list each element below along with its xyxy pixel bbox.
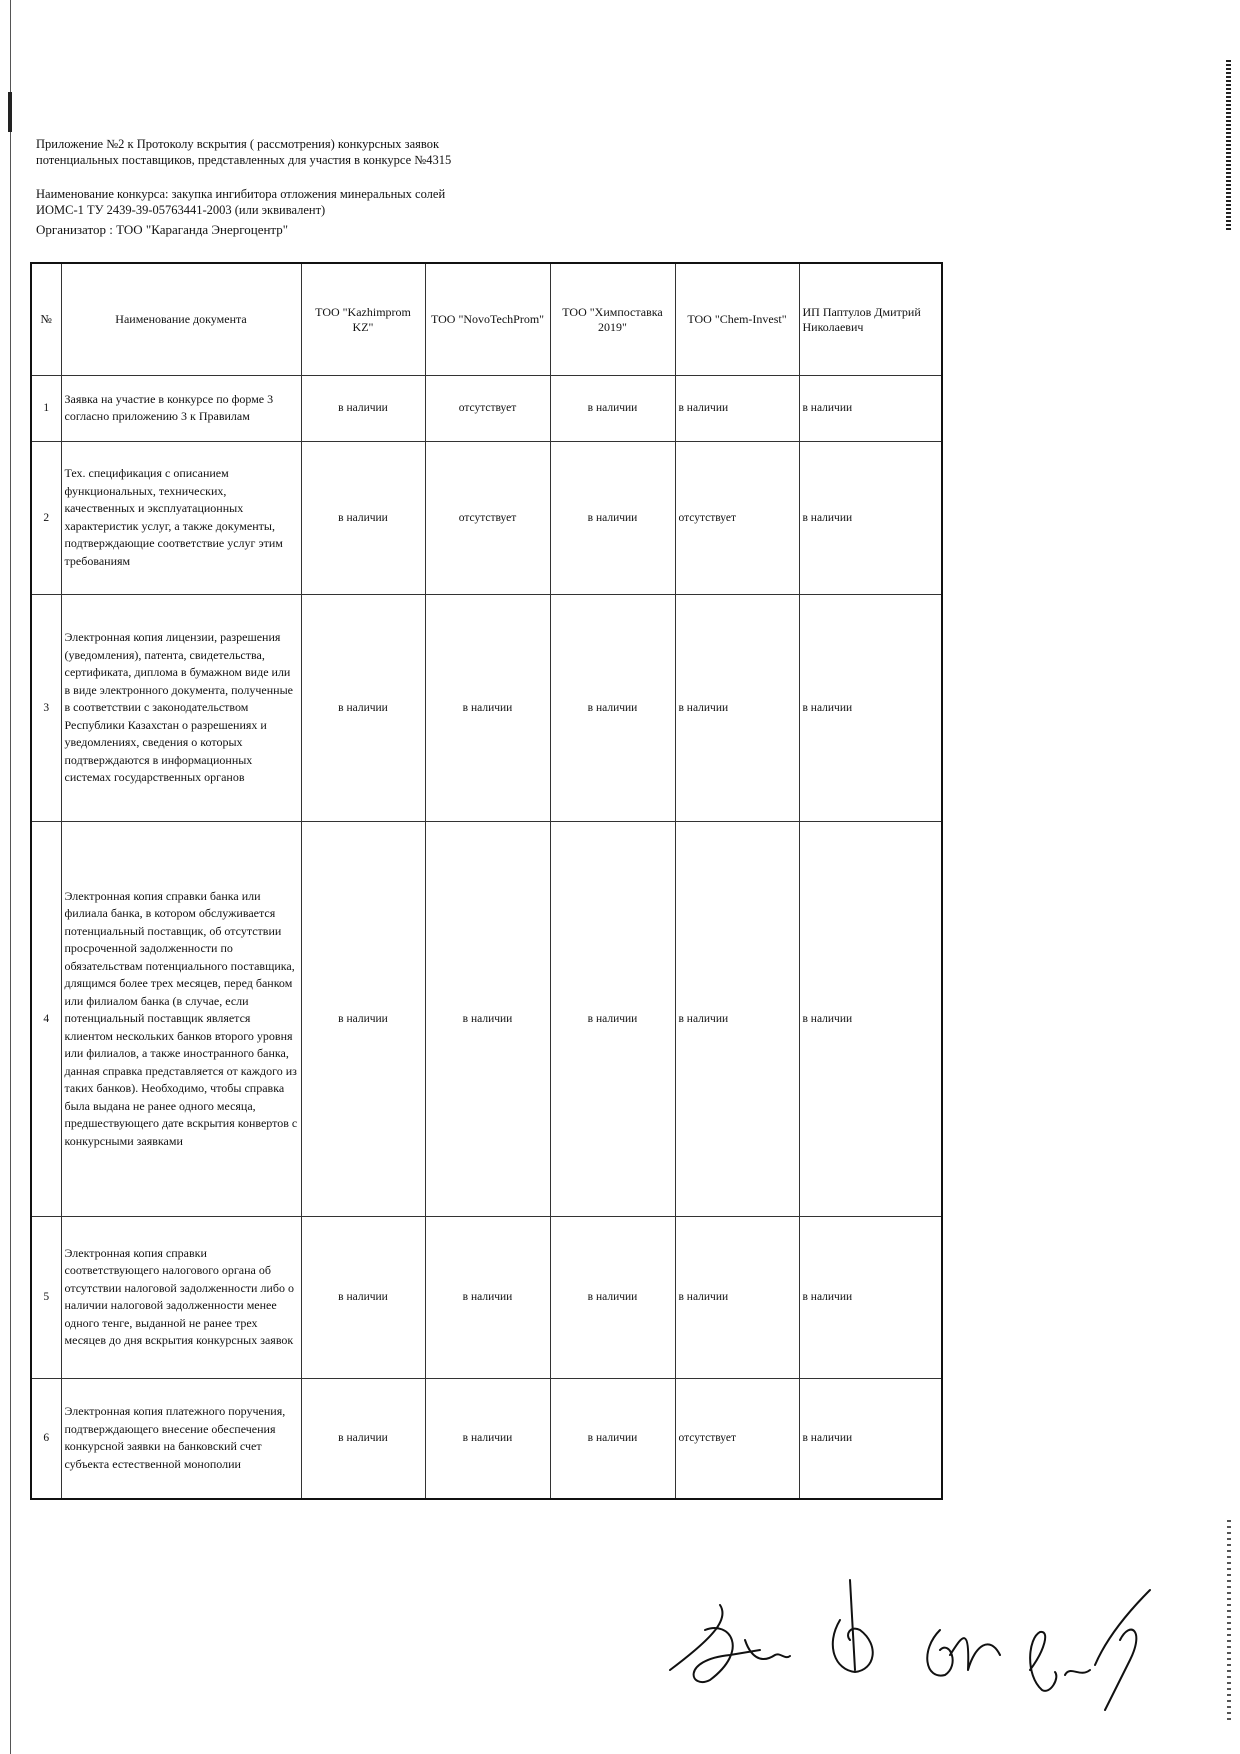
table-header-row bbox=[31, 263, 942, 376]
table-row bbox=[31, 441, 942, 594]
status-cell: в наличии bbox=[425, 1378, 550, 1499]
document-header bbox=[36, 136, 556, 238]
status-cell: в наличии bbox=[550, 594, 675, 821]
status-cell: в наличии bbox=[301, 1378, 425, 1499]
scan-edge-mark bbox=[8, 92, 12, 132]
scan-edge-mark-right-2 bbox=[1227, 1520, 1231, 1720]
signature-4 bbox=[1030, 1590, 1150, 1710]
row-number: 5 bbox=[31, 1217, 61, 1379]
table-row bbox=[31, 594, 942, 821]
status-cell: отсутствует bbox=[675, 441, 799, 594]
status-cell: в наличии bbox=[425, 822, 550, 1217]
signature-2 bbox=[833, 1580, 873, 1672]
status-cell: в наличии bbox=[301, 441, 425, 594]
header-line-1: Приложение №2 к Протоколу вскрытия ( рассмотрения) конкурсных заявок bbox=[36, 137, 440, 151]
scan-edge-mark-right bbox=[1226, 60, 1231, 230]
status-cell: отсутствует bbox=[425, 376, 550, 441]
status-cell: в наличии bbox=[675, 822, 799, 1217]
status-cell: в наличии bbox=[799, 376, 942, 441]
col-header-supplier-2: ТОО "NovoTechProm" bbox=[425, 263, 550, 376]
document-name: Электронная копия справки банка или филиала банка, в котором обслуживается потенциальный поставщик, об отсутствии просроченной задолженности по обязательствам потенциального поставщика, длящимся более трех месяцев, перед банком или филиалом банка (в случае, если потенциальный поставщик является клиентом нескольких банков второго уровня или филиалов, а также иностранного банка, данная справка представляется от каждого из таких банков). Необходимо, чтобы справка была выдана не ранее одного месяца, предшествующего дате вскрытия конвертов с конкурсными заявками bbox=[61, 822, 301, 1217]
row-number: 1 bbox=[31, 376, 61, 441]
status-cell: в наличии bbox=[550, 441, 675, 594]
document-name: Электронная копия платежного поручения, подтверждающего внесение обеспечения конкурсной заявки на банковский счет субъекта естественной монополии bbox=[61, 1378, 301, 1499]
status-cell: в наличии bbox=[550, 822, 675, 1217]
organizer-line: Организатор : ТОО "Караганда Энергоцентр" bbox=[36, 222, 289, 237]
col-header-num: № bbox=[31, 263, 61, 376]
status-cell: в наличии bbox=[675, 594, 799, 821]
col-header-supplier-5: ИП Паптулов Дмитрий Николаевич bbox=[799, 263, 942, 376]
status-cell: отсутствует bbox=[425, 441, 550, 594]
row-number: 4 bbox=[31, 822, 61, 1217]
status-cell: в наличии bbox=[799, 1217, 942, 1379]
status-cell: в наличии bbox=[675, 1217, 799, 1379]
scan-edge-line bbox=[10, 0, 11, 1754]
document-name: Заявка на участие в конкурсе по форме 3 согласно приложению 3 к Правилам bbox=[61, 376, 301, 441]
document-name: Электронная копия справки соответствующего налогового органа об отсутствии налоговой задолженности либо о наличии налоговой задолженности менее одного тенге, выданной не ранее трех месяцев до дня вскрытия конкурсных заявок bbox=[61, 1217, 301, 1379]
status-cell: в наличии bbox=[301, 1217, 425, 1379]
document-name: Электронная копия лицензии, разрешения (уведомления), патента, свидетельства, сертификата, диплома в бумажном виде или в виде электронного документа, полученные в соответствии с законодательством Республики Казахстан о разрешениях и уведомлениях, сведения о которых подтверждаются в информационных системах государственных органов bbox=[61, 594, 301, 821]
status-cell: в наличии bbox=[799, 822, 942, 1217]
bids-table bbox=[30, 262, 943, 1500]
table-row bbox=[31, 376, 942, 441]
status-cell: в наличии bbox=[799, 441, 942, 594]
status-cell: в наличии bbox=[550, 376, 675, 441]
signature-3 bbox=[927, 1630, 1000, 1676]
row-number: 6 bbox=[31, 1378, 61, 1499]
status-cell: в наличии bbox=[799, 594, 942, 821]
status-cell: в наличии bbox=[550, 1378, 675, 1499]
table-row bbox=[31, 1378, 942, 1499]
status-cell: в наличии bbox=[425, 594, 550, 821]
header-line-2: потенциальных поставщиков, представленных для участия в конкурсе №4315 bbox=[36, 153, 452, 167]
status-cell: отсутствует bbox=[675, 1378, 799, 1499]
status-cell: в наличии bbox=[301, 376, 425, 441]
table-row bbox=[31, 1217, 942, 1379]
col-header-supplier-3: ТОО "Химпоставка 2019" bbox=[550, 263, 675, 376]
status-cell: в наличии bbox=[425, 1217, 550, 1379]
status-cell: в наличии bbox=[799, 1378, 942, 1499]
table-row bbox=[31, 822, 942, 1217]
row-number: 3 bbox=[31, 594, 61, 821]
col-header-supplier-4: ТОО "Chem-Invest" bbox=[675, 263, 799, 376]
contest-name-line-2: ИОМС-1 ТУ 2439-39-05763441-2003 (или эквивалент) bbox=[36, 203, 326, 217]
status-cell: в наличии bbox=[301, 594, 425, 821]
signatures bbox=[650, 1560, 1170, 1720]
status-cell: в наличии bbox=[550, 1217, 675, 1379]
col-header-document: Наименование документа bbox=[61, 263, 301, 376]
col-header-supplier-1: ТОО "Kazhimprom KZ" bbox=[301, 263, 425, 376]
signature-1 bbox=[670, 1605, 790, 1682]
row-number: 2 bbox=[31, 441, 61, 594]
status-cell: в наличии bbox=[675, 376, 799, 441]
contest-name-line-1: Наименование конкурса: закупка ингибитора отложения минеральных солей bbox=[36, 187, 446, 201]
document-name: Тех. спецификация с описанием функциональных, технических, качественных и эксплуатационных характеристик услуг, а также документы, подтверждающие соответствие услуг этим требованиям bbox=[61, 441, 301, 594]
status-cell: в наличии bbox=[301, 822, 425, 1217]
